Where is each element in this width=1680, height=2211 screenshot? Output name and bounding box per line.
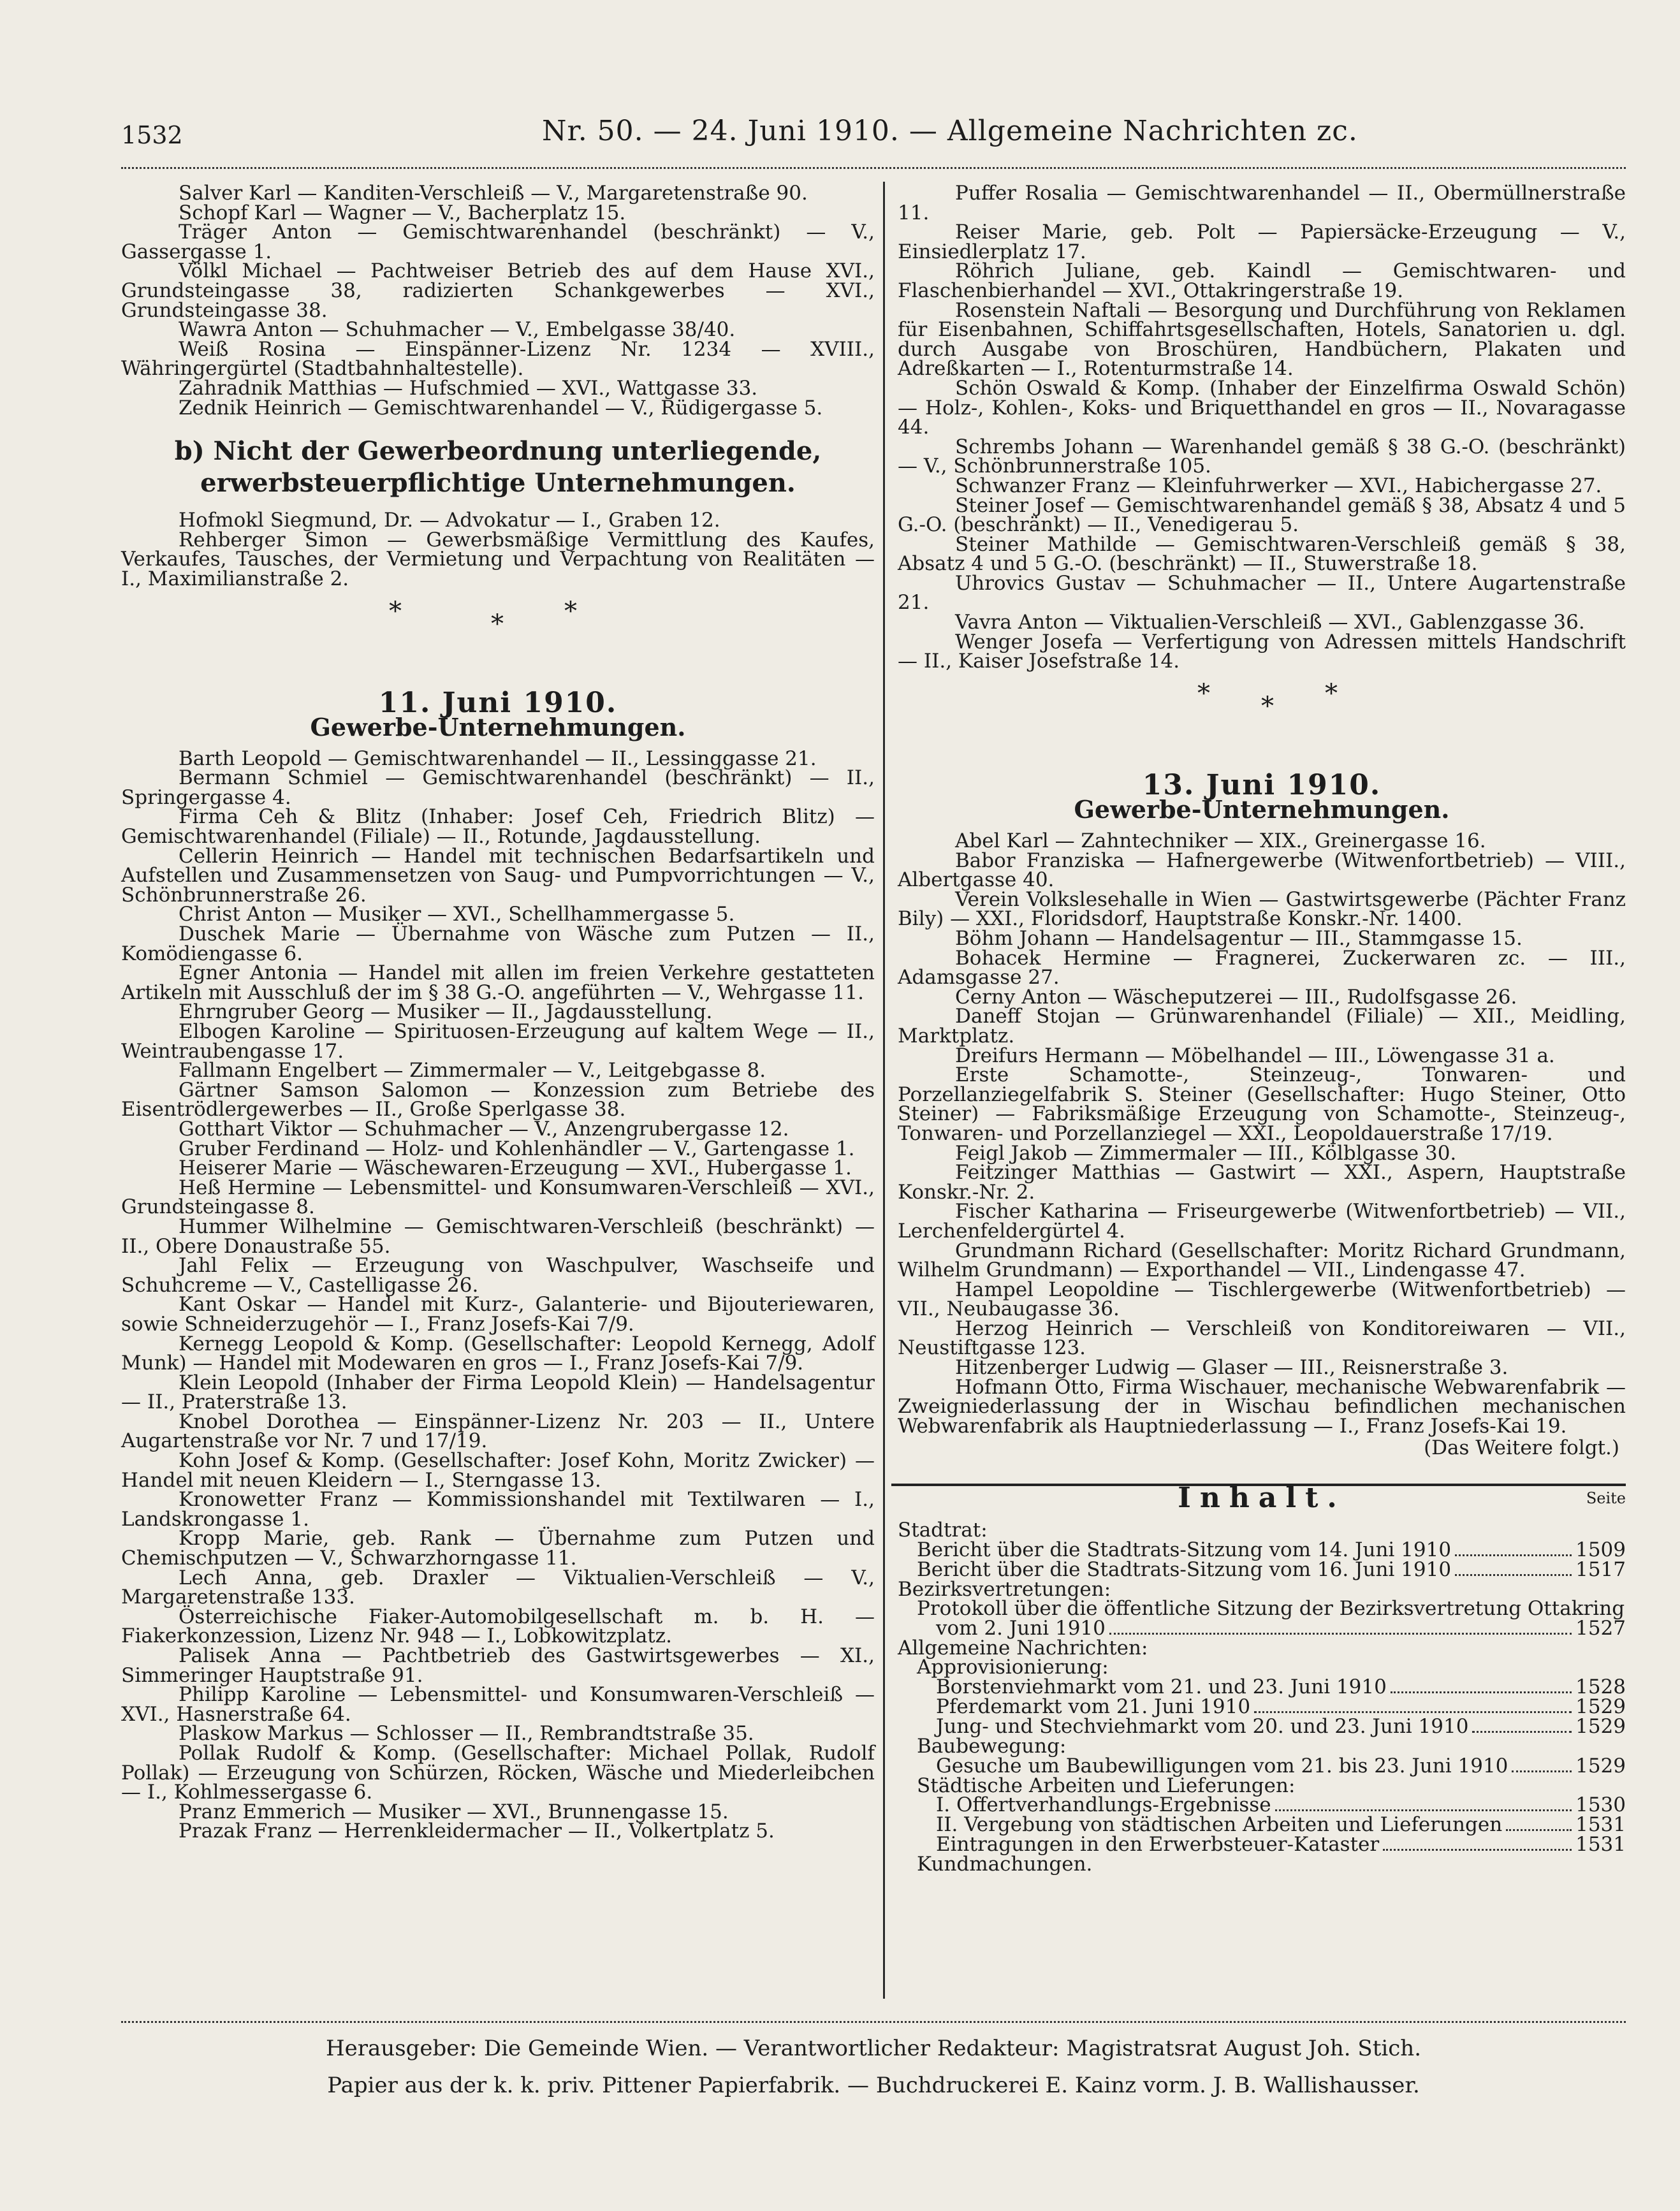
register-entry: Hummer Wilhelmine — Gemischtwaren-Verschleiß (beschränkt) — II., Obere Donaustraße 55.	[121, 1215, 875, 1258]
toc-entry	[898, 1717, 1626, 1737]
toc-page-number: 1531	[1575, 1833, 1626, 1857]
toc-page-number: 1531	[1575, 1813, 1626, 1837]
toc-heading: Stadtrat:	[898, 1519, 988, 1542]
toc-entry-text: Protokoll über die öffentliche Sitzung der Bezirksvertretung Ottakring	[917, 1597, 1625, 1621]
register-entry: Gotthart Viktor — Schuhmacher — V., Anzengrubergasse 12.	[179, 1117, 789, 1141]
register-entry: Weiß Rosina — Einspänner-Lizenz Nr. 1234 — XVIII., Währingergürtel (Stadtbahnhaltestelle).	[121, 337, 875, 381]
register-entry: Reiser Marie, geb. Polt — Papiersäcke-Erzeugung — V., Einsiedlerplatz 17.	[898, 221, 1626, 263]
register-entry: Erste Schamotte-, Steinzeug-, Tonwaren- und Porzellanziegelfabrik S. Steiner (Gesellschafter: Hugo Steiner, Otto Steiner) — Fabriksmäßige Erzeugung von Schamotte-, Steinzeug-, Tonwaren- und Porzellanziegel — XXI., Leopoldauerstraße 17/19.	[898, 1063, 1626, 1145]
toc-entry-text: Gesuche um Baubewilligungen vom 21. bis 23. Juni 1910	[936, 1754, 1508, 1777]
register-entry: Grundmann Richard (Gesellschafter: Moritz Richard Grundmann, Wilhelm Grundmann) — Exporthandel — VII., Lindengasse 47.	[898, 1239, 1626, 1282]
right-column	[898, 184, 1626, 1874]
register-entry: Kant Oskar — Handel mit Kurz-, Galanterie- und Bijouteriewaren, sowie Schneiderzugehör — I., Franz Josefs-Kai 7/9.	[121, 1293, 875, 1336]
register-entry: Daneff Stojan — Grünwarenhandel (Filiale) — XII., Meidling, Marktplatz.	[898, 1005, 1626, 1047]
toc-entry	[898, 1697, 1626, 1717]
star: *	[491, 609, 504, 639]
register-entry: Schrembs Johann — Warenhandel gemäß § 38 G.-O. (beschränkt) — V., Schönbrunnerstraße 105.	[898, 435, 1626, 478]
subheading-gewerbe: Gewerbe-Unternehmungen.	[1074, 795, 1450, 824]
date-heading-11-juni: 11. Juni 1910.	[378, 686, 618, 719]
toc-page-number: 1509	[1575, 1538, 1626, 1561]
toc-page-number: 1527	[1575, 1616, 1626, 1640]
register-entry: Duschek Marie — Übernahme von Wäsche zum Putzen — II., Komödiengasse 6.	[121, 923, 875, 965]
left-entries-c	[121, 749, 875, 1841]
register-entry: Gärtner Samson Salomon — Konzession zum Betriebe des Eisentrödlergewerbes — II., Große Sperlgasse 38.	[121, 1078, 875, 1121]
register-entry: Salver Karl — Kanditen-Verschleiß — V., Margaretenstraße 90.	[179, 182, 808, 205]
register-entry: Klein Leopold (Inhaber der Firma Leopold Klein) — Handelsagentur — II., Praterstraße 13.	[121, 1371, 875, 1414]
printer-line: Papier aus der k. k. priv. Pittener Papierfabrik. — Buchdruckerei E. Kainz vorm. J. B. Wallishausser.	[327, 2073, 1420, 2098]
column-divider	[883, 182, 885, 1999]
subheading-gewerbe: Gewerbe-Unternehmungen.	[310, 713, 686, 742]
section-separator	[121, 589, 875, 659]
register-entry: Vavra Anton — Viktualien-Verschleiß — XVI., Gablenzgasse 36.	[955, 611, 1585, 634]
star: *	[1261, 691, 1274, 721]
toc-entry-text: Bericht über die Stadtrats-Sitzung vom 14. Juni 1910	[917, 1538, 1452, 1561]
toc-entry	[898, 1616, 1626, 1640]
register-entry: Schwanzer Franz — Kleinfuhrwerker — XVI., Habichergasse 27.	[955, 474, 1602, 497]
register-entry: Hofmokl Siegmund, Dr. — Advokatur — I., Graben 12.	[179, 509, 720, 532]
right-entries-b	[898, 831, 1626, 1436]
register-entry: Hofmann Otto, Firma Wischauer, mechanische Webwarenfabrik — Zweigniederlassung der in Wischau befindlichen mechanischen Webwarenfabrik als Hauptniederlassung — I., Franz Josefs-Kai 19.	[898, 1375, 1626, 1438]
register-entry: Puffer Rosalia — Gemischtwarenhandel — II., Obermüllnerstraße 11.	[898, 182, 1626, 224]
star: *	[564, 596, 577, 626]
toc-heading: Bezirksvertretungen:	[898, 1577, 1111, 1601]
register-entry: Cellerin Heinrich — Handel mit technischen Bedarfsartikeln und Aufstellen und Zusammensetzen von Saug- und Pumpvorrichtungen — V., Schönbrunnerstraße 26.	[121, 844, 875, 907]
toc-title: Inhalt.	[1178, 1482, 1346, 1515]
register-entry: Dreifurs Hermann — Möbelhandel — III., Löwengasse 31 a.	[955, 1044, 1555, 1067]
register-entry: Fallmann Engelbert — Zimmermaler — V., Leitgebgasse 8.	[179, 1059, 766, 1083]
register-entry: Ehrngruber Georg — Musiker — II., Jagdausstellung.	[179, 1000, 713, 1024]
toc-leader-dots	[1506, 1829, 1572, 1831]
register-entry: Bermann Schmiel — Gemischtwarenhandel (beschränkt) — II., Springergasse 4.	[121, 766, 875, 809]
star: *	[1325, 678, 1338, 708]
toc-entry	[898, 1756, 1626, 1776]
toc-heading: Baubewegung:	[917, 1735, 1067, 1758]
header-rule	[121, 167, 1626, 175]
continued-note: (Das Weitere folgt.)	[1424, 1436, 1619, 1460]
section-separator	[898, 671, 1626, 741]
toc-heading: Allgemeine Nachrichten:	[898, 1636, 1148, 1660]
toc-leader-dots	[1455, 1554, 1572, 1556]
register-entry: Jahl Felix — Erzeugung von Waschpulver, Waschseife und Schuhcreme — V., Castelligasse 26.	[121, 1254, 875, 1297]
register-entry: Plaskow Markus — Schlosser — II., Rembrandtstraße 35.	[179, 1722, 754, 1746]
register-entry: Steiner Josef — Gemischtwarenhandel gemäß § 38, Absatz 4 und 5 G.-O. (beschränkt) — II., Venedigerau 5.	[898, 493, 1626, 537]
register-entry: Fischer Katharina — Friseurgewerbe (Witwenfortbetrieb) — VII., Lerchenfeldergürtel 4.	[898, 1200, 1626, 1243]
register-entry: Zahradnik Matthias — Hufschmied — XVI., Wattgasse 33.	[179, 376, 758, 400]
register-entry: Firma Ceh & Blitz (Inhaber: Josef Ceh, Friedrich Blitz) — Gemischtwarenhandel (Filiale) — II., Rotunde, Jagdausstellung.	[121, 805, 875, 849]
toc-page-number: 1529	[1575, 1695, 1626, 1718]
register-entry: Kohn Josef & Komp. (Gesellschafter: Josef Kohn, Moritz Zwicker) — Handel mit neuen Kleidern — I., Sterngasse 13.	[121, 1449, 875, 1492]
register-entry: Träger Anton — Gemischtwarenhandel (beschränkt) — V., Gassergasse 1.	[121, 221, 875, 263]
register-entry: Pollak Rudolf & Komp. (Gesellschafter: Michael Pollak, Rudolf Pollak) — Erzeugung von Schürzen, Röcken, Wäsche und Miederleibchen — I., Kohlmessergasse 6.	[121, 1741, 875, 1804]
register-entry: Herzog Heinrich — Verschleiß von Konditoreiwaren — VII., Neustiftgasse 123.	[898, 1317, 1626, 1360]
toc-leader-dots	[1383, 1849, 1572, 1851]
register-entry: Abel Karl — Zahntechniker — XIX., Greinergasse 16.	[955, 829, 1486, 853]
register-entry: Feitzinger Matthias — Gastwirt — XXI., Aspern, Hauptstraße Konskr.-Nr. 2.	[898, 1161, 1626, 1204]
toc-entry-text: Pferdemarkt vom 21. Juni 1910	[936, 1695, 1251, 1718]
register-entry: Cerny Anton — Wäscheputzerei — III., Rudolfsgasse 26.	[955, 985, 1517, 1009]
table-of-contents	[898, 1521, 1626, 1874]
register-entry: Zednik Heinrich — Gemischtwarenhandel — V., Rüdigergasse 5.	[179, 396, 823, 420]
toc-leader-dots	[1254, 1711, 1572, 1713]
toc-entry	[898, 1677, 1626, 1697]
register-entry: Heiserer Marie — Wäschewaren-Erzeugung — XVI., Hubergasse 1.	[179, 1157, 852, 1180]
section-b-title: b) Nicht der Gewerbeordnung unterliegende, erwerbsteuerpflichtige Unternehmungen.	[174, 436, 822, 499]
register-entry: Feigl Jakob — Zimmermaler — III., Kölblgasse 30.	[955, 1141, 1457, 1165]
register-entry: Kronowetter Franz — Kommissionshandel mit Textilwaren — I., Landskrongasse 1.	[121, 1488, 875, 1531]
register-entry: Uhrovics Gustav — Schuhmacher — II., Untere Augartenstraße 21.	[898, 571, 1626, 615]
toc-page-number: 1530	[1575, 1793, 1626, 1817]
register-entry: Hampel Leopoldine — Tischlergewerbe (Witwenfortbetrieb) — VII., Neubaugasse 36.	[898, 1278, 1626, 1321]
register-entry: Elbogen Karoline — Spirituosen-Erzeugung auf kaltem Wege — II., Weintraubengasse 17.	[121, 1020, 875, 1063]
register-entry: Heß Hermine — Lebensmittel- und Konsumwaren-Verschleiß — XVI., Grundsteingasse 8.	[121, 1176, 875, 1219]
star: *	[1197, 678, 1210, 708]
register-entry: Babor Franziska — Hafnergewerbe (Witwenfortbetrieb) — VIII., Albertgasse 40.	[898, 849, 1626, 892]
toc-heading: Approvisionierung:	[917, 1656, 1109, 1679]
toc-leader-dots	[1109, 1633, 1572, 1635]
toc-page-number: 1528	[1575, 1675, 1626, 1698]
register-entry: Philipp Karoline — Lebensmittel- und Konsumwaren-Verschleiß — XVI., Hasnerstraße 64.	[121, 1683, 875, 1726]
star: *	[389, 596, 402, 626]
toc-entry	[898, 1795, 1626, 1815]
register-entry: Steiner Mathilde — Gemischtwaren-Verschleiß gemäß § 38, Absatz 4 und 5 G.-O. (beschränkt) — II., Stuwerstraße 18.	[898, 532, 1626, 576]
left-entries-a	[121, 184, 875, 418]
toc-leader-dots	[1275, 1809, 1572, 1811]
register-entry: Rosenstein Naftali — Besorgung und Durchführung von Reklamen für Eisenbahnen, Schiffahrtsgesellschaften, Hotels, Sanatorien u. dgl. durch Ausgabe von Broschüren, Handbüchern, Plakaten und Adreßkarten — I., Rotenturmstraße 14.	[898, 298, 1626, 381]
toc-entry-text: I. Offertverhandlungs-Ergebnisse	[936, 1793, 1271, 1817]
toc-entry-text: Eintragungen in den Erwerbsteuer-Kataster	[936, 1833, 1380, 1857]
register-entry: Prazak Franz — Herrenkleidermacher — II., Volkertplatz 5.	[179, 1820, 775, 1843]
register-entry: Bohacek Hermine — Fragnerei, Zuckerwaren zc. — III., Adamsgasse 27.	[898, 946, 1626, 989]
page-number: 1532	[121, 121, 183, 149]
date-heading-13-juni: 13. Juni 1910.	[1142, 768, 1382, 801]
running-title: Nr. 50. — 24. Juni 1910. — Allgemeine Nachrichten zc.	[542, 115, 1358, 147]
register-entry: Verein Volkslesehalle in Wien — Gastwirtsgewerbe (Pächter Franz Bily) — XXI., Floridsdorf, Hauptstraße Konskr.-Nr. 1400.	[898, 887, 1626, 931]
register-entry: Barth Leopold — Gemischtwarenhandel — II., Lessinggasse 21.	[179, 747, 817, 770]
right-entries-a	[898, 184, 1626, 671]
register-entry: Wawra Anton — Schuhmacher — V., Embelgasse 38/40.	[179, 318, 736, 342]
register-entry: Hitzenberger Ludwig — Glaser — III., Reisnerstraße 3.	[955, 1356, 1508, 1380]
toc-leader-dots	[1512, 1770, 1572, 1772]
register-entry: Kropp Marie, geb. Rank — Übernahme zum Putzen und Chemischputzen — V., Schwarzhorngasse 11.	[121, 1527, 875, 1570]
toc-leader-dots	[1391, 1691, 1572, 1693]
register-entry: Christ Anton — Musiker — XVI., Schellhammergasse 5.	[179, 903, 735, 926]
register-entry: Lech Anna, geb. Draxler — Viktualien-Verschleiß — V., Margaretenstraße 133.	[121, 1566, 875, 1609]
toc-entry	[898, 1560, 1626, 1580]
register-entry: Schön Oswald & Komp. (Inhaber der Einzelfirma Oswald Schön) — Holz-, Kohlen-, Koks- und Briquetthandel en gros — II., Novaragasse 44.	[898, 376, 1626, 439]
toc-entry	[898, 1815, 1626, 1835]
toc-header	[898, 1482, 1626, 1521]
register-entry: Knobel Dorothea — Einspänner-Lizenz Nr. 203 — II., Untere Augartenstraße vor Nr. 7 und 17/19.	[121, 1410, 875, 1453]
register-entry: Pranz Emmerich — Musiker — XVI., Brunnengasse 15.	[179, 1800, 729, 1823]
register-entry: Egner Antonia — Handel mit allen im freien Verkehre gestatteten Artikeln mit Ausschluß der im § 38 G.-O. angeführten — V., Wehrgasse 11.	[121, 961, 875, 1004]
register-entry: Schopf Karl — Wagner — V., Bacherplatz 15.	[179, 201, 626, 224]
toc-page-number: 1529	[1575, 1715, 1626, 1738]
register-entry: Böhm Johann — Handelsagentur — III., Stammgasse 15.	[955, 927, 1523, 950]
toc-entry-text: vom 2. Juni 1910	[936, 1616, 1106, 1640]
toc-entry	[898, 1835, 1626, 1855]
toc-entry-text: Bericht über die Stadtrats-Sitzung vom 16. Juni 1910	[917, 1558, 1452, 1581]
publisher-line: Herausgeber: Die Gemeinde Wien. — Verantwortlicher Redakteur: Magistratsrat August Joh. Stich.	[326, 2036, 1421, 2061]
toc-entry	[898, 1540, 1626, 1560]
toc-heading: Kundmachungen.	[917, 1853, 1093, 1876]
left-column	[121, 184, 875, 1841]
toc-entry-text: Jung- und Stechviehmarkt vom 20. und 23. Juni 1910	[936, 1715, 1469, 1738]
register-entry: Rehberger Simon — Gewerbsmäßige Vermittlung des Kaufes, Verkaufes, Tausches, der Vermietung und Verpachtung von Realitäten — I., Maximilianstraße 2.	[121, 528, 875, 590]
left-entries-b	[121, 511, 875, 588]
register-entry: Gruber Ferdinand — Holz- und Kohlenhändler — V., Gartengasse 1.	[179, 1137, 855, 1160]
toc-heading: Städtische Arbeiten und Lieferungen:	[917, 1774, 1296, 1797]
register-entry: Röhrich Juliane, geb. Kaindl — Gemischtwaren- und Flaschenbierhandel — XVI., Ottakringerstraße 19.	[898, 259, 1626, 302]
imprint-footer	[121, 2021, 1626, 2098]
toc-page-number: 1517	[1575, 1558, 1626, 1581]
register-entry: Wenger Josefa — Verfertigung von Adressen mittels Handschrift — II., Kaiser Josefstraße 14.	[898, 630, 1626, 673]
register-entry: Palisek Anna — Pachtbetrieb des Gastwirtsgewerbes — XI., Simmeringer Hauptstraße 91.	[121, 1644, 875, 1687]
page-header	[121, 115, 1626, 166]
toc-entry-text: II. Vergebung von städtischen Arbeiten und Lieferungen	[936, 1813, 1503, 1837]
toc-entry-text: Borstenviehmarkt vom 21. und 23. Juni 1910	[936, 1675, 1387, 1698]
toc-leader-dots	[1455, 1574, 1572, 1576]
toc-leader-dots	[1472, 1731, 1572, 1733]
register-entry: Völkl Michael — Pachtweiser Betrieb des auf dem Hause XVI., Grundsteingasse 38, radizierten Schankgewerbes — XVI., Grundsteingasse 38.	[121, 259, 875, 322]
toc-page-label: Seite	[1586, 1489, 1626, 1508]
register-entry: Österreichische Fiaker-Automobilgesellschaft m. b. H. — Fiakerkonzession, Lizenz Nr. 948 — I., Lobkowitzplatz.	[121, 1605, 875, 1648]
register-entry: Kernegg Leopold & Komp. (Gesellschafter: Leopold Kernegg, Adolf Munk) — Handel mit Modewaren en gros — I., Franz Josefs-Kai 7/9.	[121, 1332, 875, 1375]
toc-page-number: 1529	[1575, 1754, 1626, 1777]
